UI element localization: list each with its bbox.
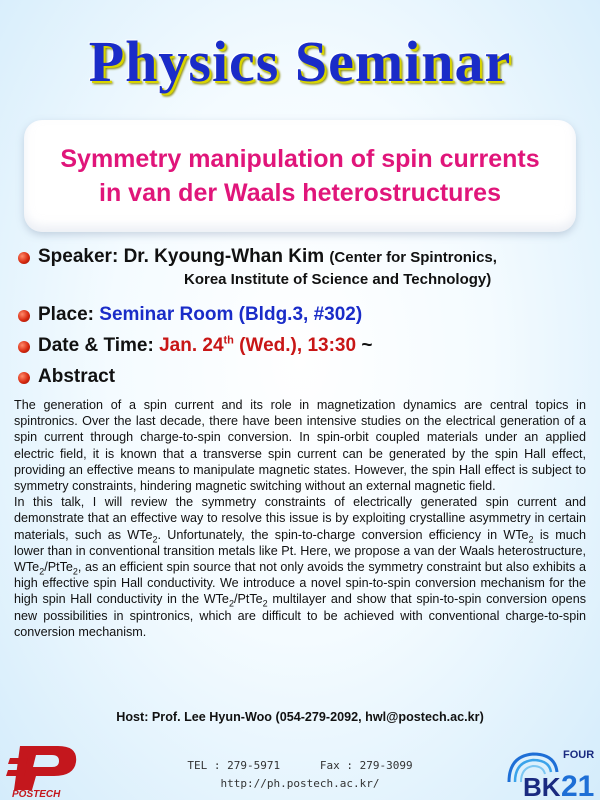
datetime-ordinal: th <box>223 334 234 347</box>
abstract-text: /PtTe <box>44 560 73 575</box>
place-line <box>38 304 588 326</box>
speaker-affiliation-2: Korea Institute of Science and Technology) <box>184 271 492 288</box>
abstract-text: /PtTe <box>233 592 263 607</box>
contact-phone-line <box>160 757 440 775</box>
abstract-paragraph-1: The generation of a spin current and its role in magnetization dynamics are central topics in spintronics. Over the last decade, there have been intensive studies on the electrical generation of a spin current through charge-to-spin conversion. In spin-orbit coupled materials under an applied electric field, it is known that a transverse spin current can be generated by the spin Hall effect, providing an effective means to manipulate magnetic states. However, the spin Hall effect is subject to symmetry constraints, hindering magnetic switching without an external magnetic field. <box>14 398 586 494</box>
talk-title-box <box>24 120 576 232</box>
speaker-line <box>38 246 588 268</box>
bullet-icon <box>18 310 30 322</box>
speaker-row <box>18 246 588 288</box>
postech-p-mark <box>6 746 76 790</box>
postech-logo <box>6 742 96 798</box>
subscript: 2 <box>528 534 534 545</box>
place-row <box>18 304 588 326</box>
abstract-heading: Abstract <box>38 366 116 387</box>
abstract-text: multilayer and show that spin-to-spin conversion opens new possibilities in spintronics, which are difficult to be achieved with conventional charge-to-spin conversion mechanism. <box>14 592 586 639</box>
abstract-text: In this talk, I will review the symmetry constraints of electrically generated spin current and demonstrate that an effective way to resolve this issue is by exploiting crystalline asymmetry in certain materials, such as WTe <box>14 495 586 542</box>
speaker-label: Speaker: <box>38 246 119 267</box>
subscript: 2 <box>39 566 45 577</box>
bk21-number-text: 21 <box>561 770 595 798</box>
abstract-paragraph-2 <box>14 494 586 640</box>
main-title: Physics Seminar <box>88 29 512 94</box>
abstract-text: is much lower than in conventional transition metals like Pt. Here, we propose a van der Waals heterostructure, WTe <box>14 527 586 575</box>
bk21-bk-text: BK <box>523 772 561 798</box>
datetime-row <box>18 335 588 357</box>
datetime-label: Date & Time: <box>38 335 154 356</box>
postech-wordmark: POSTECH <box>12 789 61 798</box>
bk21-four-logo <box>503 742 595 798</box>
datetime-rest: (Wed.), 13:30 <box>233 335 357 356</box>
host-line: Host: Prof. Lee Hyun-Woo (054-279-2092, hwl@postech.ac.kr) <box>116 710 484 724</box>
datetime-tilde: ~ <box>356 335 373 356</box>
speaker-name: Dr. Kyoung-Whan Kim <box>123 246 325 267</box>
datetime-date: Jan. 24 <box>159 335 224 356</box>
bullet-icon <box>18 252 30 264</box>
subscript: 2 <box>72 566 78 577</box>
speaker-affiliation-1: (Center for Spintronics, <box>329 249 497 266</box>
abstract-heading-row <box>18 366 588 388</box>
subscript: 2 <box>262 598 268 609</box>
talk-title-line2: in van der Waals heterostructures <box>99 179 501 207</box>
datetime-line <box>38 335 588 357</box>
abstract-body <box>14 397 586 640</box>
bullet-icon <box>18 372 30 384</box>
talk-title-line1: Symmetry manipulation of spin currents <box>60 145 540 173</box>
fax-text: Fax : 279-3099 <box>319 759 413 772</box>
subscript: 2 <box>152 534 158 545</box>
talk-title <box>60 142 539 210</box>
place-value: Seminar Room (Bldg.3, #302) <box>99 304 363 325</box>
website-url: http://ph.postech.ac.kr/ <box>220 777 380 790</box>
tel-text: TEL : 279-5971 <box>187 759 281 772</box>
subscript: 2 <box>228 598 234 609</box>
contact-footer <box>160 757 440 793</box>
abstract-text: , as an efficient spin source that not only avoids the symmetry constraint but also exhibits a high effective spin Hall conductivity. We introduce a novel spin-to-spin conversion mechanism for the high spin Hall conductivity in the WTe <box>14 560 586 607</box>
bullet-icon <box>18 341 30 353</box>
bk21-four-text: FOUR <box>563 749 595 761</box>
abstract-text: . Unfortunately, the spin-to-charge conversion efficiency in WTe <box>157 527 529 542</box>
place-label: Place: <box>38 304 94 325</box>
